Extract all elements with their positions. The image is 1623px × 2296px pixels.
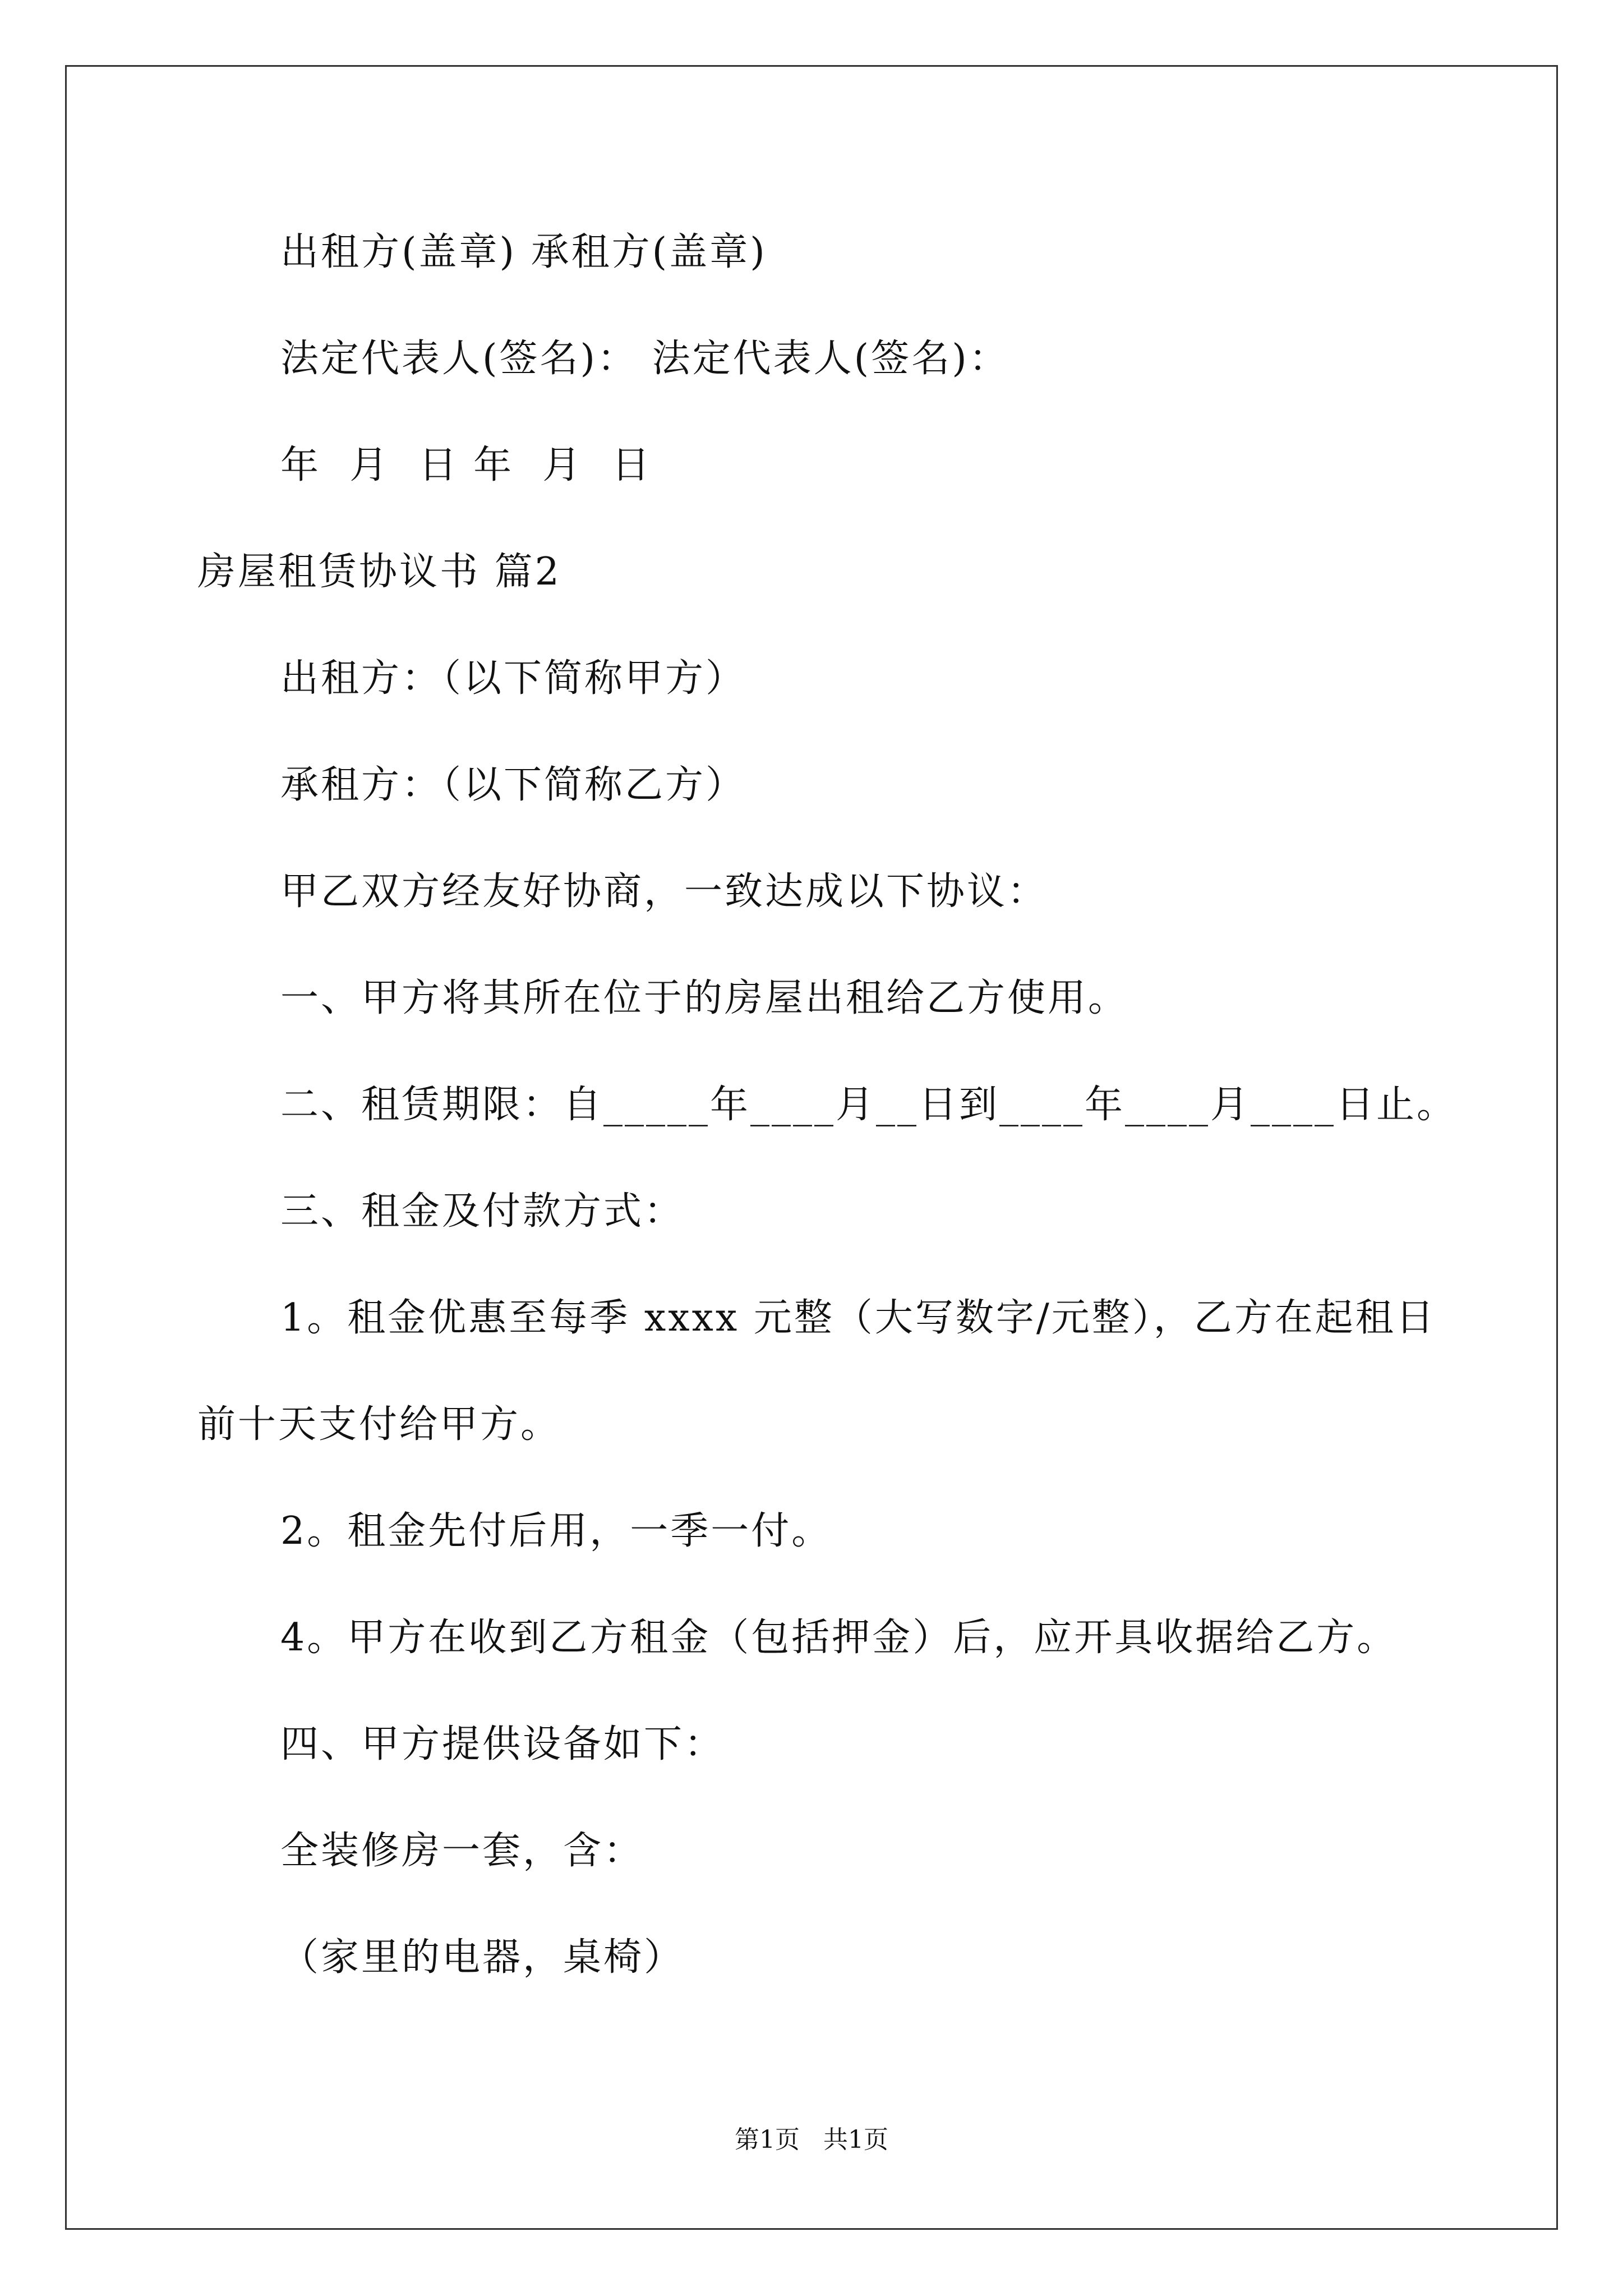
signature-line-seal: 出租方(盖章) 承租方(盖章) <box>280 230 767 274</box>
section-heading: 房屋租赁协议书 篇2 <box>197 550 561 594</box>
equipment-items: （家里的电器，桌椅） <box>280 1935 685 1980</box>
agreement-intro: 甲乙双方经友好协商，一致达成以下协议： <box>280 869 1048 914</box>
clause-4-heading: 四、甲方提供设备如下： <box>280 1722 725 1766</box>
party-lessor: 出租方：（以下简称甲方） <box>280 656 746 701</box>
clause-1: 一、甲方将其所在位于的房屋出租给乙方使用。 <box>280 976 1129 1020</box>
clause-3-item-4: 4。甲方在收到乙方租金（包括押金）后，应开具收据给乙方。 <box>280 1616 1398 1660</box>
clause-3-item-1: 1。租金优惠至每季 xxxx 元整（大写数字/元整），乙方在起租日 <box>280 1296 1436 1340</box>
clause-3-item-2: 2。租金先付后用，一季一付。 <box>280 1509 832 1553</box>
equipment-line: 全装修房一套，含： <box>280 1829 644 1873</box>
page-frame <box>65 65 1558 2230</box>
signature-line-date: 年 月 日 年 月 日 <box>280 443 652 487</box>
party-lessee: 承租方：（以下简称乙方） <box>280 763 746 807</box>
page-footer: 第1页 共1页 <box>735 2125 888 2154</box>
signature-line-representative: 法定代表人(签名)： 法定代表人(签名)： <box>280 337 1009 381</box>
clause-2-term: 二、租赁期限：自_____年____月__日到____年____月____日止。 <box>280 1083 1458 1127</box>
clause-3-item-1-cont: 前十天支付给甲方。 <box>197 1402 561 1447</box>
clause-3-heading: 三、租金及付款方式： <box>280 1189 685 1234</box>
